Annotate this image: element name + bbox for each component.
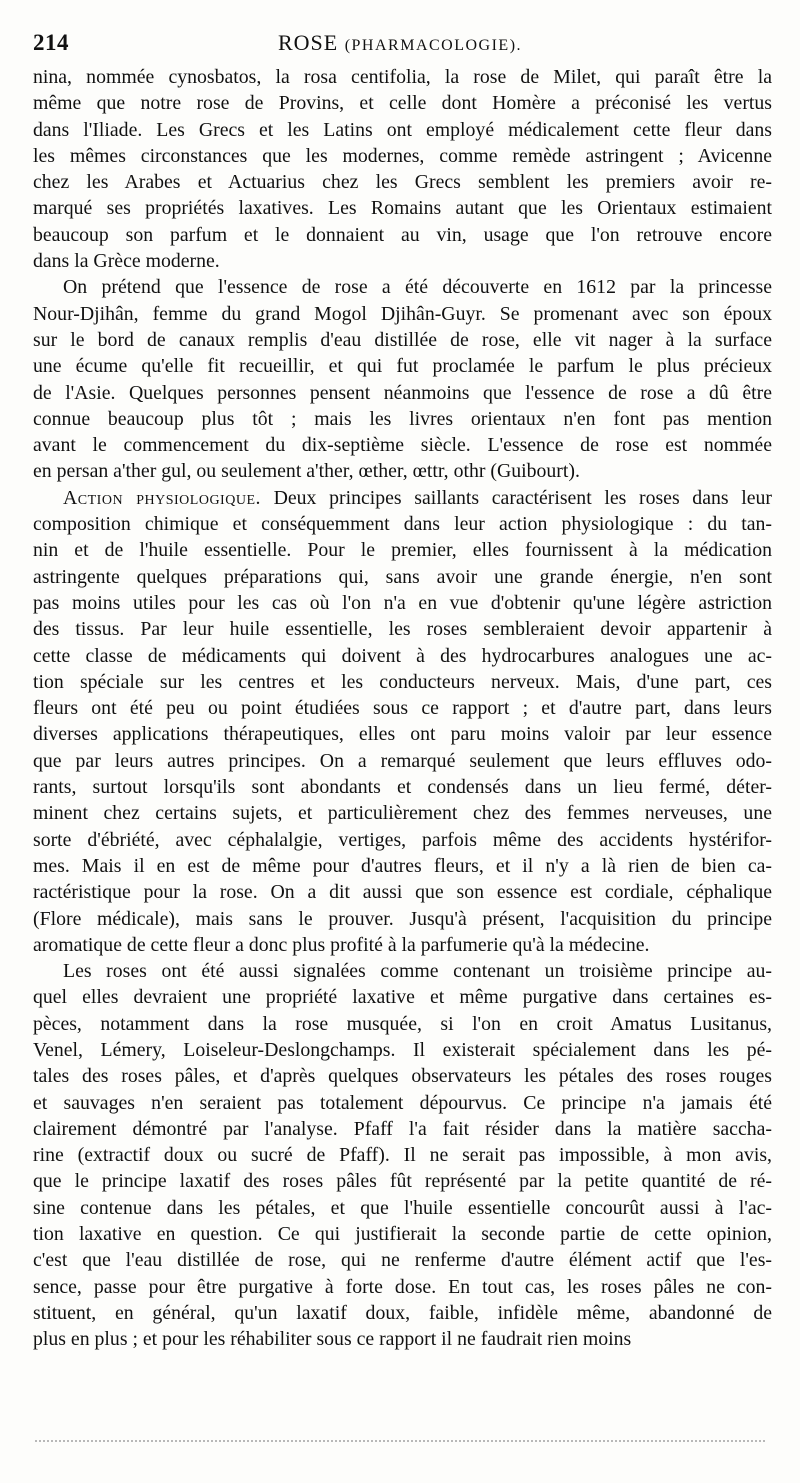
line-text: beaucoup son parfum et le donnaient au vin, usage que l'on retrouve encore bbox=[33, 223, 772, 246]
text-line bbox=[33, 195, 772, 221]
text-line bbox=[33, 1221, 772, 1247]
text-line bbox=[33, 485, 772, 511]
text-line bbox=[33, 1090, 772, 1116]
text-line bbox=[33, 616, 772, 642]
text-line bbox=[33, 958, 772, 984]
line-text: marqué ses propriétés laxatives. Les Romains autant que les Orientaux estimaient bbox=[33, 197, 772, 220]
running-head-subtitle: (PHARMACOLOGIE). bbox=[344, 37, 523, 54]
text-line bbox=[33, 353, 772, 379]
line-text: chez les Arabes et Actuarius chez les Grecs semblent les premiers avoir re- bbox=[33, 171, 772, 194]
text-line bbox=[33, 1300, 772, 1326]
text-line bbox=[33, 169, 772, 195]
text-line bbox=[33, 90, 772, 116]
line-text: sur le bord de canaux remplis d'eau distillée de rose, elle vit nager à la surface bbox=[33, 328, 772, 351]
line-text: tion laxative en question. Ce qui justifierait la seconde partie de cette opinion, bbox=[33, 1223, 772, 1246]
line-text: et sauvages n'en seraient pas totalement dépourvus. Ce principe n'a jamais été bbox=[33, 1091, 772, 1114]
text-line bbox=[33, 1168, 772, 1194]
line-text: sine contenue dans les pétales, et que l'huile essentielle concourût aussi à l'ac- bbox=[33, 1196, 772, 1219]
text-line bbox=[33, 932, 772, 958]
text-line bbox=[33, 879, 772, 905]
line-text: avant le commencement du dix-septième siècle. L'essence de rose est nommée bbox=[33, 434, 772, 457]
text-line bbox=[33, 432, 772, 458]
text-line bbox=[33, 1063, 772, 1089]
line-text: connue beaucoup plus tôt ; mais les livres orientaux n'en font pas mention bbox=[33, 407, 772, 430]
line-text: stituent, en général, qu'un laxatif doux, faible, infidèle même, abandonné de bbox=[33, 1301, 772, 1324]
line-text: une écume qu'elle fit recueillir, et qui fut proclamée le parfum le plus précieux bbox=[33, 355, 772, 378]
text-line bbox=[33, 406, 772, 432]
text-line bbox=[33, 1142, 772, 1168]
line-text: sorte d'ébriété, avec céphalalgie, vertiges, parfois même des accidents hystérifor- bbox=[33, 828, 772, 851]
text-line bbox=[33, 143, 772, 169]
line-text: minent chez certains sujets, et particulièrement chez des femmes nerveuses, une bbox=[33, 802, 772, 825]
text-line bbox=[33, 248, 772, 274]
text-line bbox=[33, 458, 772, 484]
text-line bbox=[33, 1326, 772, 1352]
footer-rule bbox=[35, 1440, 765, 1442]
line-text: mes. Mais il en est de même pour d'autres fleurs, et il n'y a là rien de bien ca- bbox=[33, 854, 772, 877]
text-line bbox=[33, 1116, 772, 1142]
section-heading: Action physiologique. bbox=[63, 486, 261, 509]
text-line bbox=[33, 906, 772, 932]
line-text: les mêmes circonstances que les modernes, comme remède astringent ; Avicenne bbox=[33, 144, 772, 167]
text-line bbox=[33, 1037, 772, 1063]
line-text: nina, nommée cynosbatos, la rosa centifolia, la rose de Milet, qui paraît être la bbox=[33, 66, 772, 88]
line-text: On prétend que l'essence de rose a été découverte en 1612 par la princesse bbox=[63, 276, 772, 299]
body-text bbox=[33, 64, 772, 1353]
text-line bbox=[33, 327, 772, 353]
line-text: tales des roses pâles, et d'après quelques observateurs les pétales des roses rouges bbox=[33, 1065, 772, 1088]
line-text: rants, surtout lorsqu'ils sont abondants et condensés dans un lieu fermé, déter- bbox=[33, 776, 772, 799]
text-line bbox=[33, 222, 772, 248]
page-number: 214 bbox=[33, 30, 69, 55]
line-text: Deux principes saillants caractérisent les roses dans leur bbox=[260, 486, 772, 509]
text-line bbox=[33, 827, 772, 853]
text-line bbox=[33, 1274, 772, 1300]
line-text: dans la Grèce moderne. bbox=[33, 250, 220, 273]
line-text: Venel, Lémery, Loiseleur-Deslongchamps. Il existerait spécialement dans les pé- bbox=[33, 1038, 772, 1061]
running-head-title: ROSE bbox=[277, 30, 339, 55]
line-text: que par leurs autres principes. On a remarqué seulement que leurs effluves odo- bbox=[33, 749, 772, 772]
page-header bbox=[33, 26, 767, 66]
line-text: des tissus. Par leur huile essentielle, les roses sembleraient devoir appartenir à bbox=[33, 618, 772, 641]
text-line bbox=[33, 301, 772, 327]
line-text: pas moins utiles pour les cas où l'on n'a en vue d'obtenir qu'une légère astriction bbox=[33, 591, 772, 614]
text-line bbox=[33, 117, 772, 143]
line-text: en persan a'ther gul, ou seulement a'ther, œther, œttr, othr (Guibourt). bbox=[33, 460, 580, 483]
line-text: de l'Asie. Quelques personnes pensent néanmoins que l'essence de rose a dû être bbox=[33, 381, 772, 404]
text-line bbox=[33, 669, 772, 695]
text-line bbox=[33, 537, 772, 563]
line-text: dans l'Iliade. Les Grecs et les Latins ont employé médicalement cette fleur dans bbox=[33, 118, 772, 141]
line-text: plus en plus ; et pour les réhabiliter sous ce rapport il ne faudrait rien moins bbox=[33, 1328, 632, 1351]
line-text: composition chimique et conséquemment dans leur action physiologique : du tan- bbox=[33, 513, 772, 536]
text-line bbox=[33, 853, 772, 879]
line-text: c'est que l'eau distillée de rose, qui ne renferme d'autre élément actif que l'es- bbox=[33, 1249, 772, 1272]
line-text: aromatique de cette fleur a donc plus profité à la parfumerie qu'à la médecine. bbox=[33, 933, 650, 956]
line-text: même que notre rose de Provins, et celle dont Homère a préconisé les vertus bbox=[33, 92, 772, 115]
line-text: tion spéciale sur les centres et les conducteurs nerveux. Mais, d'une part, ces bbox=[33, 670, 772, 693]
text-line bbox=[33, 274, 772, 300]
text-line bbox=[33, 64, 772, 90]
line-text: fleurs ont été peu ou point étudiées sous ce rapport ; et d'autre part, dans leurs bbox=[33, 697, 772, 720]
line-text: quel elles devraient une propriété laxative et même purgative dans certaines es- bbox=[33, 986, 772, 1009]
text-line bbox=[33, 748, 772, 774]
text-line bbox=[33, 590, 772, 616]
text-line bbox=[33, 1247, 772, 1273]
running-head bbox=[33, 30, 767, 56]
text-line bbox=[33, 564, 772, 590]
line-text: clairement démontré par l'analyse. Pfaff l'a fait résider dans la matière saccha- bbox=[33, 1117, 772, 1140]
text-line bbox=[33, 774, 772, 800]
text-line bbox=[33, 511, 772, 537]
text-line bbox=[33, 984, 772, 1010]
line-text: diverses applications thérapeutiques, elles ont paru moins valoir par leur essence bbox=[33, 723, 772, 746]
line-text: que le principe laxatif des roses pâles fût représenté par la petite quantité de ré- bbox=[33, 1170, 772, 1193]
line-text: astringente quelques préparations qui, sans avoir une grande énergie, n'en sont bbox=[33, 565, 772, 588]
text-line bbox=[33, 380, 772, 406]
line-text: Nour-Djihân, femme du grand Mogol Djihân-Guyr. Se promenant avec son époux bbox=[33, 302, 772, 325]
line-text: Les roses ont été aussi signalées comme contenant un troisième principe au- bbox=[63, 960, 772, 983]
line-text: pèces, notamment dans la rose musquée, si l'on en croit Amatus Lusitanus, bbox=[33, 1012, 772, 1035]
text-line bbox=[33, 1011, 772, 1037]
text-line bbox=[33, 800, 772, 826]
line-text: (Flore médicale), mais sans le prouver. Jusqu'à présent, l'acquisition du principe bbox=[33, 907, 772, 930]
text-line bbox=[33, 695, 772, 721]
line-text: nin et de l'huile essentielle. Pour le premier, elles fournissent à la médication bbox=[33, 539, 772, 562]
text-line bbox=[33, 721, 772, 747]
line-text: cette classe de médicaments qui doivent à des hydrocarbures analogues une ac- bbox=[33, 644, 772, 667]
line-text: rine (extractif doux ou sucré de Pfaff). Il ne serait pas impossible, à mon avis, bbox=[33, 1144, 772, 1167]
line-text: ractéristique pour la rose. On a dit aussi que son essence est cordiale, céphalique bbox=[33, 881, 772, 904]
line-text: sence, passe pour être purgative à forte dose. En tout cas, les roses pâles ne con- bbox=[33, 1275, 772, 1298]
text-line bbox=[33, 643, 772, 669]
text-line bbox=[33, 1195, 772, 1221]
